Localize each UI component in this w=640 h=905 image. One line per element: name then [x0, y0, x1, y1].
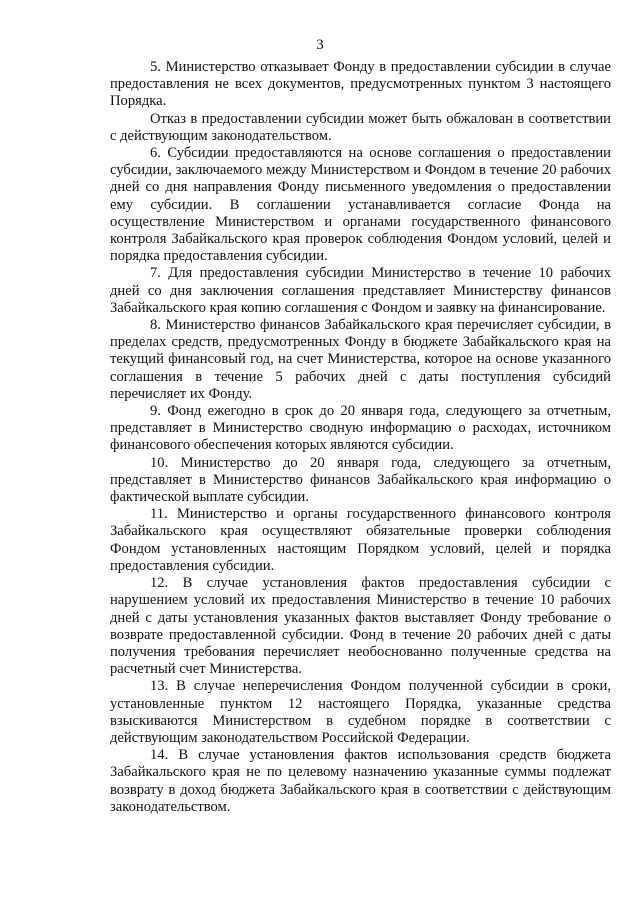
paragraph-12: 12. В случае установления фактов предоставления субсидии с нарушением условий их предоставления Министерство в течение 10 рабочих дней с даты установления указанных фактов выставляет Фонду требование о возврате предоставленной субсидии. Фонд в течение 20 рабочих дней с даты получения требования перечисляет необоснованно полученные средства на расчетный счет Министерства.: [110, 575, 611, 678]
page-number: 3: [316, 37, 324, 53]
paragraph-9: 9. Фонд ежегодно в срок до 20 января года, следующего за отчетным, представляет в Министерство сводную информацию о расходах, источником финансового обеспечения которых являются субсидии.: [110, 403, 611, 454]
paragraph-8: 8. Министерство финансов Забайкальского края перечисляет субсидии, в пределах средств, предусмотренных Фонду в бюджете Забайкальского края на текущий финансовый год, на счет Министерства, которое на основе указанного соглашения в течение 5 рабочих дней с даты поступления субсидий перечисляет их Фонду.: [110, 317, 611, 402]
paragraph-10: 10. Министерство до 20 января года, следующего за отчетным, представляет в Министерство финансов Забайкальского края информацию о фактической выплате субсидии.: [110, 454, 611, 506]
document-body: [110, 59, 611, 816]
paragraph-7: 7. Для предоставления субсидии Министерство в течение 10 рабочих дней со дня заключения соглашения представляет Министерству финансов Забайкальского края копию соглашения с Фондом и заявку на финансирование.: [110, 265, 611, 316]
paragraph-13: 13. В случае неперечисления Фондом полученной субсидии в сроки, установленные пунктом 12 настоящего Порядка, указанные средства взыскиваются Министерством в судебном порядке в соответствии с действующим законодательством Российской Федерации.: [110, 678, 611, 746]
paragraph-14: 14. В случае установления фактов использования средств бюджета Забайкальского края не по целевому назначению указанные суммы подлежат возврату в доход бюджета Забайкальского края в соответствии с действующим законодательством.: [110, 747, 611, 815]
paragraph-5-appeal: Отказ в предоставлении субсидии может быть обжалован в соответствии с действующим законодательством.: [110, 110, 611, 144]
paragraph-11: 11. Министерство и органы государственного финансового контроля Забайкальского края осуществляют обязательные проверки соблюдения Фондом установленных настоящим Порядком условий, целей и порядка предоставления субсидии.: [110, 506, 611, 574]
paragraph-6: 6. Субсидии предоставляются на основе соглашения о предоставлении субсидии, заключаемого между Министерством и Фондом в течение 20 рабочих дней со дня направления Фонду письменного уведомления о предоставлении ему субсидии. В соглашении устанавливается согласие Фонда на осуществление Министерством и органами государственного финансового контроля Забайкальского края проверок соблюдения Фондом условий, целей и порядка предоставления субсидии.: [110, 145, 611, 265]
paragraph-5: 5. Министерство отказывает Фонду в предоставлении субсидии в случае предоставления не всех документов, предусмотренных пунктом 3 настоящего Порядка.: [110, 59, 611, 110]
